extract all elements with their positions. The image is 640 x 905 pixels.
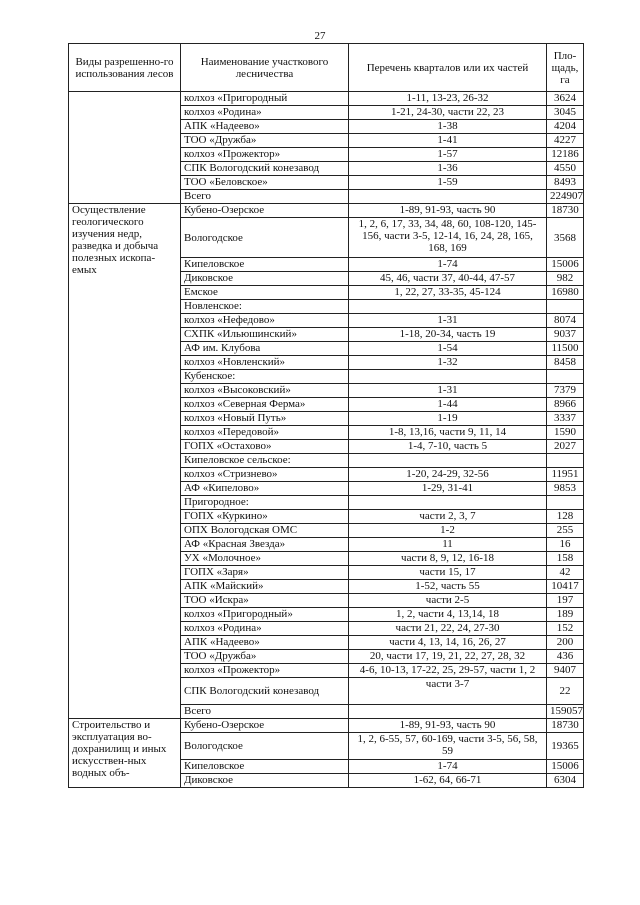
table-row <box>69 92 584 106</box>
quarters-cell <box>349 496 547 510</box>
area-cell: 18730 <box>547 719 584 733</box>
forestry-name-cell: колхоз «Новленский» <box>181 356 349 370</box>
quarters-cell: части 15, 17 <box>349 566 547 580</box>
quarters-cell: 1-11, 13-23, 26-32 <box>349 92 547 106</box>
area-cell: 18730 <box>547 204 584 218</box>
header-use-type: Виды разрешенно-го использования лесов <box>69 44 181 92</box>
header-quarters: Перечень кварталов или их частей <box>349 44 547 92</box>
area-cell <box>547 300 584 314</box>
area-cell: 1590 <box>547 426 584 440</box>
forestry-name-cell: СХПК «Ильюшинский» <box>181 328 349 342</box>
area-cell: 982 <box>547 272 584 286</box>
quarters-cell: 1-44 <box>349 398 547 412</box>
forestry-name-cell: колхоз «Родина» <box>181 622 349 636</box>
forestry-name-cell: колхоз «Высоковский» <box>181 384 349 398</box>
forestry-name-cell: АПК «Надеево» <box>181 120 349 134</box>
quarters-cell: 1-21, 24-30, части 22, 23 <box>349 106 547 120</box>
area-cell: 3337 <box>547 412 584 426</box>
forestry-name-cell: Диковское <box>181 272 349 286</box>
header-forestry-name: Наименование участкового лесничества <box>181 44 349 92</box>
forestry-name-cell: колхоз «Нефедово» <box>181 314 349 328</box>
quarters-cell: 1-38 <box>349 120 547 134</box>
use-type-cell: Строительство и эксплуатация во-дохранилищ и иных искусствен-ных водных объ- <box>69 719 181 788</box>
quarters-cell <box>349 190 547 204</box>
forestry-name-cell: колхоз «Пригородный» <box>181 608 349 622</box>
area-cell: 16 <box>547 538 584 552</box>
forestry-name-cell: колхоз «Передовой» <box>181 426 349 440</box>
table-row <box>69 204 584 218</box>
quarters-cell: 1-31 <box>349 314 547 328</box>
quarters-cell: 1-89, 91-93, часть 90 <box>349 719 547 733</box>
use-type-cell <box>69 92 181 204</box>
quarters-cell: части 4, 13, 14, 16, 26, 27 <box>349 636 547 650</box>
quarters-cell <box>349 300 547 314</box>
quarters-cell: части 21, 22, 24, 27-30 <box>349 622 547 636</box>
quarters-cell: 45, 46, части 37, 40-44, 47-57 <box>349 272 547 286</box>
forestry-name-cell: ГОПХ «Заря» <box>181 566 349 580</box>
quarters-cell: 1-89, 91-93, часть 90 <box>349 204 547 218</box>
forestry-name-cell: Вологодское <box>181 218 349 258</box>
area-cell: 224907 <box>547 190 584 204</box>
forestry-name-cell: ТОО «Искра» <box>181 594 349 608</box>
quarters-cell: 11 <box>349 538 547 552</box>
quarters-cell: 20, части 17, 19, 21, 22, 27, 28, 32 <box>349 650 547 664</box>
area-cell: 16980 <box>547 286 584 300</box>
forestry-name-cell: Кипеловское <box>181 258 349 272</box>
quarters-cell <box>349 705 547 719</box>
area-cell: 436 <box>547 650 584 664</box>
area-cell: 7379 <box>547 384 584 398</box>
forestry-name-cell: Кубенское: <box>181 370 349 384</box>
forestry-name-cell: АФ «Кипелово» <box>181 482 349 496</box>
area-cell: 8493 <box>547 176 584 190</box>
forestry-name-cell: Вологодское <box>181 733 349 760</box>
quarters-cell: 1-4, 7-10, часть 5 <box>349 440 547 454</box>
forestry-name-cell: Пригородное: <box>181 496 349 510</box>
forestry-name-cell: Новленское: <box>181 300 349 314</box>
forestry-name-cell: Диковское <box>181 774 349 788</box>
area-cell: 9407 <box>547 664 584 678</box>
forestry-name-cell: ГОПХ «Куркино» <box>181 510 349 524</box>
area-cell: 255 <box>547 524 584 538</box>
forestry-name-cell: Кубено-Озерское <box>181 204 349 218</box>
quarters-cell: 1-41 <box>349 134 547 148</box>
quarters-cell: 1-8, 13,16, части 9, 11, 14 <box>349 426 547 440</box>
quarters-cell: 1-32 <box>349 356 547 370</box>
area-cell <box>547 496 584 510</box>
forestry-name-cell: Кипеловское сельское: <box>181 454 349 468</box>
area-cell: 189 <box>547 608 584 622</box>
area-cell: 159057 <box>547 705 584 719</box>
area-cell: 3624 <box>547 92 584 106</box>
area-cell: 8966 <box>547 398 584 412</box>
forestry-name-cell: Кипеловское <box>181 760 349 774</box>
quarters-cell: 1-2 <box>349 524 547 538</box>
forestry-name-cell: колхоз «Прожектор» <box>181 148 349 162</box>
quarters-cell: части 8, 9, 12, 16-18 <box>349 552 547 566</box>
quarters-cell: 1-29, 31-41 <box>349 482 547 496</box>
forestry-name-cell: ОПХ Вологодская ОМС <box>181 524 349 538</box>
quarters-cell: 1-74 <box>349 258 547 272</box>
forestry-name-cell: колхоз «Стризнево» <box>181 468 349 482</box>
area-cell: 10417 <box>547 580 584 594</box>
area-cell: 152 <box>547 622 584 636</box>
forestry-name-cell: АПК «Майский» <box>181 580 349 594</box>
table-row <box>69 719 584 733</box>
table-body <box>69 92 584 788</box>
quarters-cell: 1-57 <box>349 148 547 162</box>
quarters-cell: 1-62, 64, 66-71 <box>349 774 547 788</box>
quarters-cell: 1-52, часть 55 <box>349 580 547 594</box>
quarters-cell <box>349 454 547 468</box>
area-cell: 11951 <box>547 468 584 482</box>
area-cell: 15006 <box>547 760 584 774</box>
forestry-name-cell: АФ «Красная Звезда» <box>181 538 349 552</box>
area-cell: 128 <box>547 510 584 524</box>
forestry-name-cell: АПК «Надеево» <box>181 636 349 650</box>
quarters-cell: 1, 2, 6-55, 57, 60-169, части 3-5, 56, 58, 59 <box>349 733 547 760</box>
quarters-cell: 1, 22, 27, 33-35, 45-124 <box>349 286 547 300</box>
area-cell: 19365 <box>547 733 584 760</box>
quarters-cell: части 2, 3, 7 <box>349 510 547 524</box>
area-cell: 200 <box>547 636 584 650</box>
forestry-name-cell: ТОО «Беловское» <box>181 176 349 190</box>
area-cell: 3045 <box>547 106 584 120</box>
area-cell: 9853 <box>547 482 584 496</box>
quarters-cell: части 3-7 <box>349 678 547 705</box>
area-cell: 8458 <box>547 356 584 370</box>
forestry-name-cell: СПК Вологодский конезавод <box>181 678 349 705</box>
area-cell: 11500 <box>547 342 584 356</box>
quarters-cell: 1-19 <box>349 412 547 426</box>
area-cell: 4204 <box>547 120 584 134</box>
area-cell: 4227 <box>547 134 584 148</box>
forestry-name-cell: СПК Вологодский конезавод <box>181 162 349 176</box>
quarters-cell: 1, 2, 6, 17, 33, 34, 48, 60, 108-120, 145-156, части 3-5, 12-14, 16, 24, 28, 165, 168, 169 <box>349 218 547 258</box>
area-cell: 2027 <box>547 440 584 454</box>
area-cell: 4550 <box>547 162 584 176</box>
page-number: 27 <box>314 30 326 42</box>
header-area: Пло-щадь, га <box>547 44 584 92</box>
forestry-name-cell: колхоз «Родина» <box>181 106 349 120</box>
area-cell: 8074 <box>547 314 584 328</box>
quarters-cell: 1-18, 20-34, часть 19 <box>349 328 547 342</box>
area-cell <box>547 370 584 384</box>
forestry-name-cell: ТОО «Дружба» <box>181 134 349 148</box>
forestry-name-cell: УХ «Молочное» <box>181 552 349 566</box>
area-cell: 9037 <box>547 328 584 342</box>
forestry-name-cell: колхоз «Пригородный <box>181 92 349 106</box>
forestry-name-cell: ГОПХ «Остахово» <box>181 440 349 454</box>
quarters-cell <box>349 370 547 384</box>
quarters-cell: 1, 2, части 4, 13,14, 18 <box>349 608 547 622</box>
area-cell: 22 <box>547 678 584 705</box>
quarters-cell: 1-59 <box>349 176 547 190</box>
quarters-cell: 1-31 <box>349 384 547 398</box>
forestry-name-cell: колхоз «Прожектор» <box>181 664 349 678</box>
forestry-name-cell: ТОО «Дружба» <box>181 650 349 664</box>
forestry-name-cell: Всего <box>181 705 349 719</box>
quarters-cell: 4-6, 10-13, 17-22, 25, 29-57, части 1, 2 <box>349 664 547 678</box>
area-cell: 15006 <box>547 258 584 272</box>
area-cell: 42 <box>547 566 584 580</box>
table-header-row <box>69 44 584 92</box>
forestry-name-cell: Кубено-Озерское <box>181 719 349 733</box>
use-type-cell: Осуществление геологического изучения недр, разведка и добыча полезных ископа-емых <box>69 204 181 719</box>
quarters-cell: 1-54 <box>349 342 547 356</box>
area-cell: 158 <box>547 552 584 566</box>
area-cell <box>547 454 584 468</box>
forest-use-table <box>68 43 584 788</box>
forestry-name-cell: колхоз «Северная Ферма» <box>181 398 349 412</box>
quarters-cell: 1-74 <box>349 760 547 774</box>
forestry-name-cell: Емское <box>181 286 349 300</box>
quarters-cell: 1-20, 24-29, 32-56 <box>349 468 547 482</box>
forestry-name-cell: колхоз «Новый Путь» <box>181 412 349 426</box>
area-cell: 12186 <box>547 148 584 162</box>
area-cell: 197 <box>547 594 584 608</box>
quarters-cell: 1-36 <box>349 162 547 176</box>
area-cell: 3568 <box>547 218 584 258</box>
forestry-name-cell: АФ им. Клубова <box>181 342 349 356</box>
forestry-name-cell: Всего <box>181 190 349 204</box>
quarters-cell: части 2-5 <box>349 594 547 608</box>
area-cell: 6304 <box>547 774 584 788</box>
